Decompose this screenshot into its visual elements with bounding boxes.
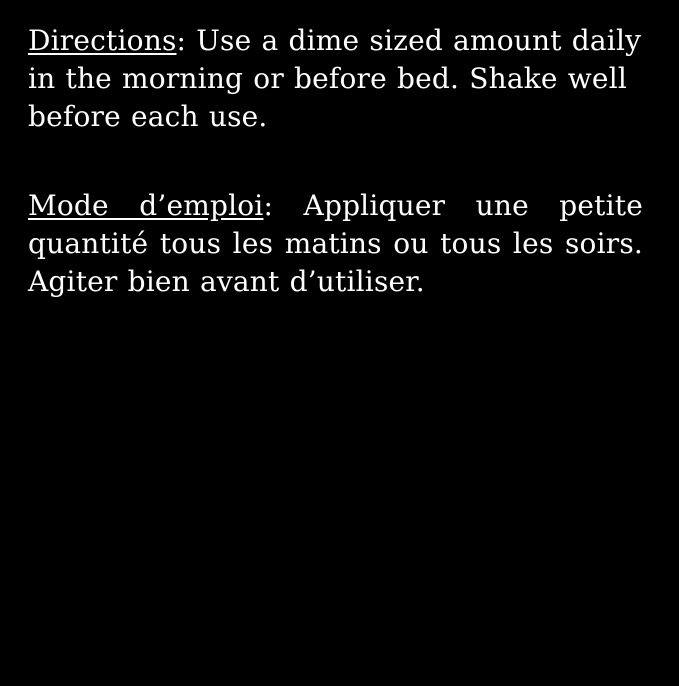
directions-heading-english: Directions [28, 24, 177, 57]
directions-paragraph-french [28, 187, 643, 300]
directions-separator-english: : [176, 24, 187, 57]
directions-body-english: Use a dime sized amount daily in the morning or before bed. Shake well before each use. [28, 24, 642, 133]
directions-section-french [28, 187, 643, 300]
directions-paragraph-english [28, 22, 643, 135]
directions-heading-french: Mode d’emploi [28, 189, 264, 223]
directions-body-french: Appliquer une petite quantité tous les matins ou tous les soirs. Agiter bien avant d’utiliser. [28, 189, 643, 298]
directions-separator-french: : [263, 189, 274, 223]
section-divider-spacer [28, 169, 643, 187]
directions-section-english [28, 22, 643, 135]
